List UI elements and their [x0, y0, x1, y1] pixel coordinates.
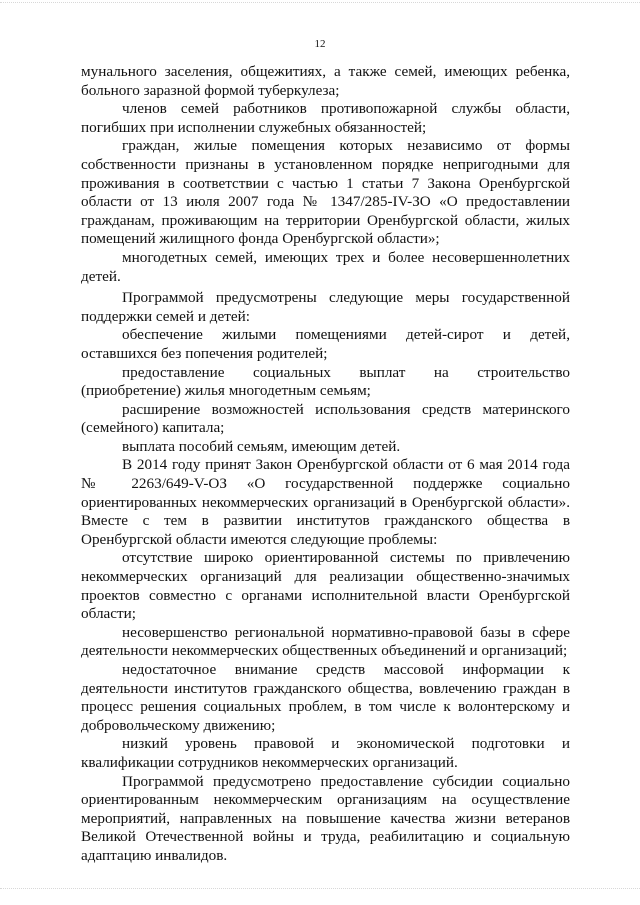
paragraph: отсутствие широко ориентированной системы по привлечению некоммерческих организаций для реализации общественно-значимых проектов совместно с органами исполнительной власти Оренбургской области;: [81, 549, 570, 623]
paragraph: несовершенство региональной нормативно-правовой базы в сфере деятельности некоммерческих общественных объединений и организаций;: [81, 623, 570, 660]
page-number: 12: [314, 38, 326, 50]
paragraph: Программой предусмотрено предоставление субсидии социально ориентированным некоммерческим организациям на осуществление мероприятий, направленных на повышение качества жизни ветеранов Великой Отечественной войны и труда, реабилитацию и социальную адаптацию инвалидов.: [81, 772, 570, 864]
paragraph-continuation: мунального заселения, общежитиях, а также семей, имеющих ребенка, больного заразной формой туберкулеза;: [81, 63, 570, 99]
paragraph: многодетных семей, имеющих трех и более несовершеннолетних детей.: [81, 248, 570, 285]
scan-edge-bottom: [0, 888, 640, 891]
paragraph: обеспечение жилыми помещениями детей-сирот и детей, оставшихся без попечения родителей;: [81, 326, 570, 362]
paragraph: граждан, жилые помещения которых независимо от формы собственности признаны в установленном порядке непригодными для проживания в соответствии с частью 1 статьи 7 Закона Оренбургской области от 13 июля 2007 года № 1347/285-IV-ЗО «О предоставлении гражданам, проживающим на территории Оренбургской области, жилых помещений жилищного фонда Оренбургской области»;: [81, 137, 570, 248]
paragraph: низкий уровень правовой и экономической подготовки и квалификации сотрудников некоммерческих организаций.: [81, 735, 570, 771]
scan-edge-top: [0, 2, 640, 5]
paragraph: Программой предусмотрены следующие меры государственной поддержки семей и детей:: [81, 289, 570, 325]
paragraph: расширение возможностей использования средств материнского (семейного) капитала;: [81, 400, 570, 437]
paragraph: недостаточное внимание средств массовой информации к деятельности институтов гражданского общества, вовлечению граждан в процесс решения социальных проблем, в том числе к волонтерскому и добровольческому движению;: [81, 661, 570, 734]
paragraph: В 2014 году принят Закон Оренбургской области от 6 мая 2014 года № 2263/649-V-ОЗ «О государственной поддержке социально ориентированных некоммерческих организаций в Оренбургской области». Вместе с тем в развитии институтов гражданского общества в Оренбургской области имеются следующие проблемы:: [81, 456, 570, 548]
paragraph: предоставление социальных выплат на строительство (приобретение) жилья многодетным семьям;: [81, 363, 570, 400]
paragraph: выплата пособий семьям, имеющим детей.: [122, 437, 401, 455]
document-body: [81, 63, 570, 866]
paragraph: членов семей работников противопожарной службы области, погибших при исполнении служебных обязанностей;: [81, 100, 570, 136]
